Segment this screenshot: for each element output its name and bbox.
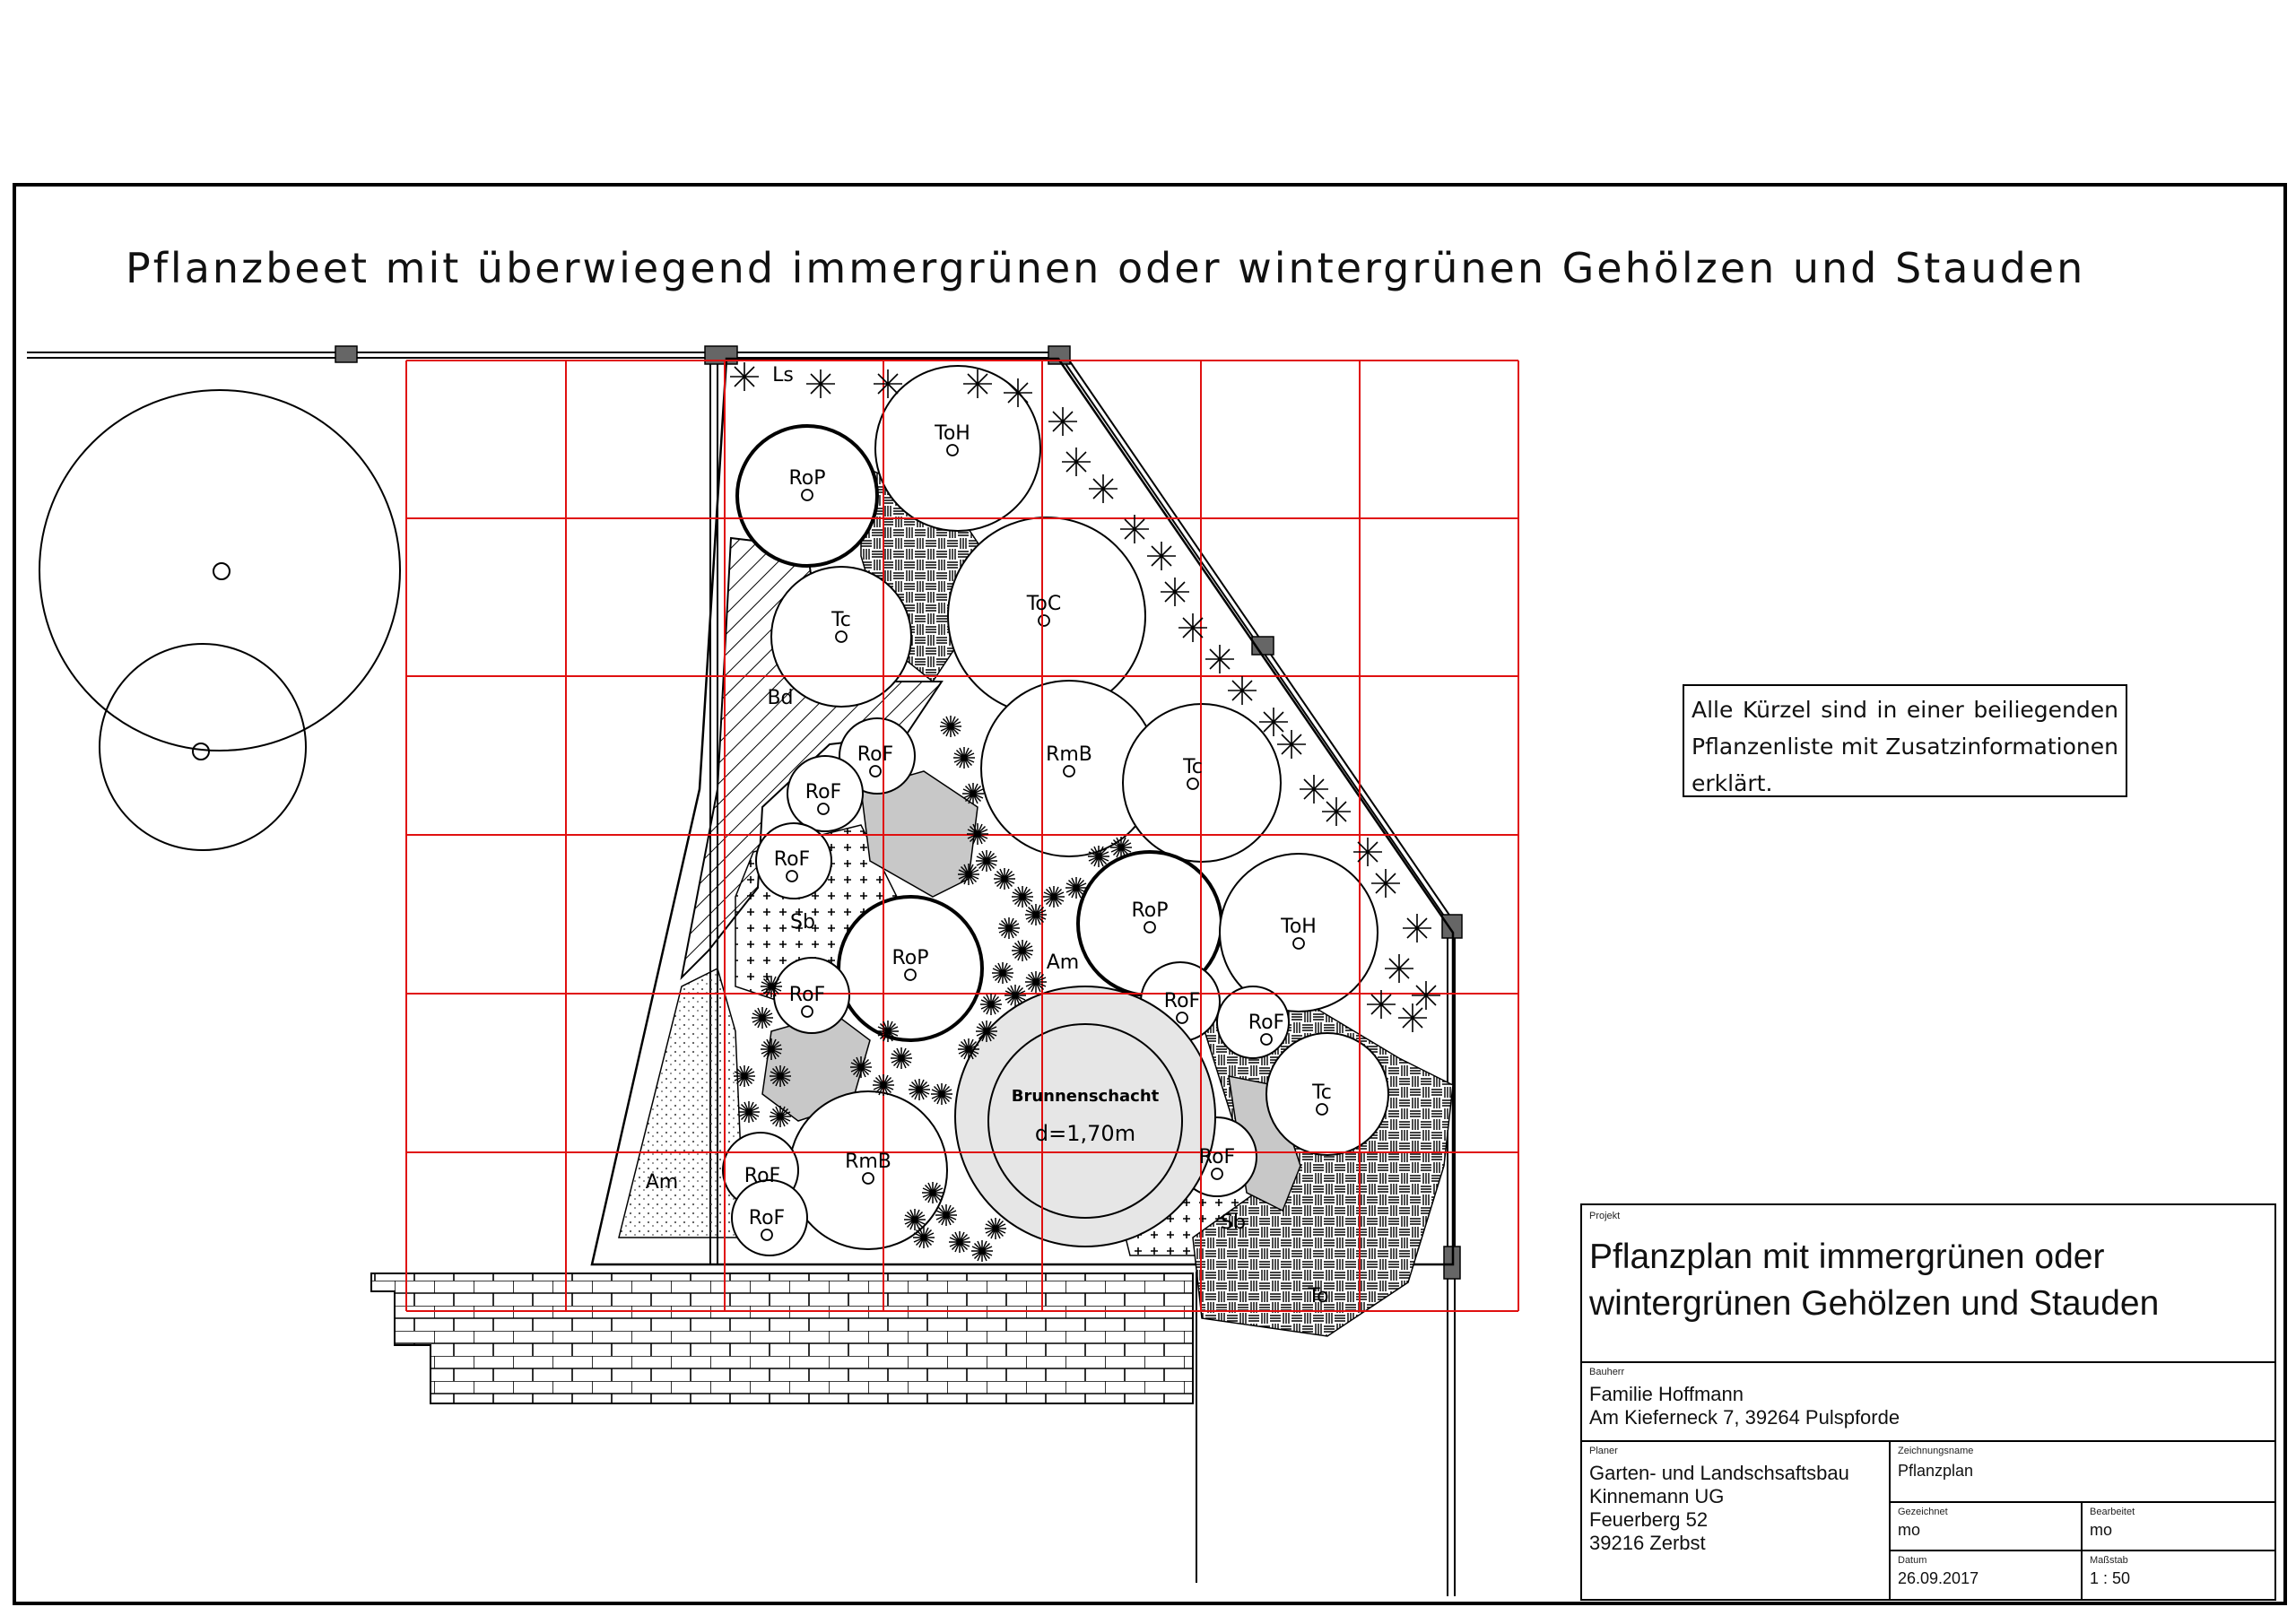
perennial-shrub-symbol <box>967 823 988 845</box>
plant-label-rof: RoF <box>748 1207 786 1229</box>
plant-label-rof: RoF <box>857 743 894 766</box>
tb-client-name: Familie Hoffmann <box>1589 1383 1744 1405</box>
plant-label-rof: RoF <box>1163 990 1201 1012</box>
evergreen-shrub-symbol <box>1412 981 1440 1010</box>
tb-planner <box>1582 1442 1891 1599</box>
plant-center-marker <box>863 1173 874 1184</box>
plant-label-rof: RoF <box>1248 1012 1285 1034</box>
perennial-shrub-symbol <box>891 1047 912 1069</box>
evergreen-shrub-symbol <box>1277 730 1306 759</box>
perennial-shrub-symbol <box>998 917 1020 939</box>
plant-center-marker <box>1144 922 1155 933</box>
perennial-shrub-symbol <box>994 868 1015 890</box>
perennial-shrub-symbol <box>992 962 1013 984</box>
plant-center-marker <box>1293 938 1304 949</box>
plant-label-rof: RoF <box>744 1165 781 1187</box>
plant-center-marker <box>1212 1168 1222 1179</box>
perennial-shrub-symbol <box>877 1021 899 1042</box>
perennial-shrub-symbol <box>958 864 979 885</box>
evergreen-shrub-symbol <box>1398 1003 1427 1032</box>
plant-label-tc: Tc <box>831 609 851 631</box>
plant-label-toc: ToC <box>1026 593 1062 615</box>
perennial-shrub-symbol <box>752 1007 773 1029</box>
evergreen-shrub-symbol <box>1403 914 1431 942</box>
evergreen-shrub-symbol <box>1322 797 1351 826</box>
perennial-shrub-symbol <box>985 1218 1006 1239</box>
evergreen-shrub-symbol <box>1062 447 1091 476</box>
evergreen-shrub-symbol <box>1147 542 1176 570</box>
neighbour-tree-symbols <box>39 390 400 850</box>
tb-edited <box>2083 1503 2274 1551</box>
plant-label-am: Am <box>645 1171 679 1194</box>
tb-date-value: 26.09.2017 <box>1898 1569 1979 1587</box>
well-label: Brunnenschacht <box>1011 1087 1160 1106</box>
tb-planner-line1: Garten- und Landschsaftsbau <box>1589 1462 1849 1484</box>
plant-center-marker <box>802 490 813 500</box>
tb-scale <box>2083 1551 2274 1599</box>
perennial-shrub-symbol <box>761 1038 782 1060</box>
perennial-shrub-symbol <box>850 1056 872 1078</box>
plant-label-rmb: RmB <box>845 1151 891 1173</box>
perennial-shrub-symbol <box>958 1038 979 1060</box>
evergreen-shrub-symbol <box>1353 838 1382 866</box>
tb-scale-label: Maßstab <box>2090 1555 2128 1566</box>
plant-center-marker <box>1261 1034 1272 1045</box>
plant-label-tc: Tc <box>1183 756 1203 778</box>
tb-drawn <box>1891 1503 2083 1551</box>
perennial-shrub-symbol <box>1110 837 1132 858</box>
evergreen-shrub-symbol <box>1300 775 1328 804</box>
plant-label-am: Am <box>1046 951 1080 974</box>
plant-label-rof: RoF <box>1198 1146 1236 1168</box>
perennial-shrub-symbol <box>1012 886 1033 908</box>
well <box>955 986 1215 1247</box>
tb-drawing-name-label: Zeichnungsname <box>1898 1446 1974 1456</box>
plant-center-marker <box>787 871 797 882</box>
plant-center-marker <box>761 1229 772 1240</box>
plant-center-marker <box>947 445 958 456</box>
plant-label-rmb: RmB <box>1046 743 1092 766</box>
perennial-shrub-symbol <box>770 1106 791 1127</box>
tb-edited-value: mo <box>2090 1521 2113 1539</box>
plant-label-toh: ToH <box>935 422 970 445</box>
perennial-shrub-symbol <box>1043 886 1065 908</box>
perennial-shrub-symbol <box>738 1101 760 1123</box>
tb-client <box>1582 1363 2274 1442</box>
perennial-shrub-symbol <box>976 1021 997 1042</box>
plant-center-marker <box>1039 615 1049 626</box>
evergreen-shrub-symbol <box>1385 954 1413 983</box>
tb-drawn-value: mo <box>1898 1521 1921 1539</box>
plant-label-sb: Sb <box>790 911 815 934</box>
perennial-shrub-symbol <box>949 1231 970 1253</box>
tb-drawn-label: Gezeichnet <box>1898 1507 1948 1517</box>
perennial-shrub-symbol <box>904 1209 926 1230</box>
plant-center-marker <box>836 631 847 642</box>
evergreen-shrub-symbol <box>1371 869 1400 898</box>
plant-label-rof: RoF <box>773 848 811 871</box>
plant-center-marker <box>802 1006 813 1017</box>
plant-label-rof: RoF <box>788 984 826 1006</box>
title-block <box>1580 1203 2276 1601</box>
plant-label-toh: ToH <box>1281 916 1317 938</box>
perennial-shrub-symbol <box>909 1079 930 1100</box>
plant-label-tc: Tc <box>1312 1081 1332 1104</box>
plant-center-marker <box>870 766 881 777</box>
perennial-shrub-symbol <box>976 850 997 872</box>
paving-stones <box>371 1273 1193 1403</box>
evergreen-shrub-symbol <box>806 369 835 398</box>
tb-date <box>1891 1551 2083 1599</box>
tb-project <box>1582 1205 2274 1363</box>
perennial-shrub-symbol <box>770 1065 791 1087</box>
plant-label-rop: RoP <box>788 467 826 490</box>
plant-center-marker <box>1187 778 1198 789</box>
perennial-shrub-symbol <box>913 1227 935 1248</box>
plant-label-rop: RoP <box>1131 899 1169 922</box>
evergreen-shrub-symbol <box>1205 645 1234 673</box>
perennial-shrub-symbol <box>971 1240 993 1262</box>
tb-project-label: Projekt <box>1589 1211 1621 1221</box>
perennial-shrub-symbol <box>953 747 975 769</box>
plan-title: Pflanzbeet mit überwiegend immergrünen oder wintergrünen Gehölzen und Stauden <box>126 244 2086 292</box>
perennial-shrub-symbol <box>980 994 1002 1015</box>
plant-label-ls: Ls <box>772 364 794 387</box>
tb-planner-line4: 39216 Zerbst <box>1589 1532 1706 1554</box>
evergreen-shrub-symbol <box>1161 578 1189 606</box>
evergreen-shrub-symbol <box>1048 407 1077 436</box>
perennial-shrub-symbol <box>873 1074 894 1096</box>
tb-scale-value: 1 : 50 <box>2090 1569 2131 1587</box>
tb-drawing-name-value: Pflanzplan <box>1898 1462 1974 1480</box>
evergreen-shrub-symbol <box>1228 676 1257 705</box>
plant-center-marker <box>818 804 829 814</box>
tb-edited-label: Bearbeitet <box>2090 1507 2135 1517</box>
evergreen-shrub-symbol <box>1089 474 1118 503</box>
perennial-shrub-symbol <box>922 1182 944 1203</box>
tb-planner-line2: Kinnemann UG <box>1589 1485 1725 1507</box>
plant-center-marker <box>1317 1104 1327 1115</box>
perennial-shrub-symbol <box>761 976 782 997</box>
tb-drawing-name <box>1891 1442 2274 1503</box>
tb-project-value: Pflanzplan mit immergrünen oder wintergrünen Gehölzen und Stauden <box>1589 1238 2160 1323</box>
plant-center-marker <box>1064 766 1074 777</box>
tb-planner-line3: Feuerberg 52 <box>1589 1508 1709 1531</box>
plant-label-bd: Bd <box>767 687 794 709</box>
plant-label-rof: RoF <box>804 781 842 804</box>
evergreen-shrub-symbol <box>1259 708 1288 736</box>
plant-label-sb: Sb <box>1221 1212 1246 1234</box>
plant-label-rop: RoP <box>891 947 929 969</box>
perennial-shrub-symbol <box>962 783 984 804</box>
evergreen-shrub-symbol <box>1178 613 1207 642</box>
perennial-shrub-symbol <box>734 1065 755 1087</box>
tb-planner-label: Planer <box>1589 1446 1618 1456</box>
plant-center-marker <box>1177 1012 1187 1023</box>
note-box: Alle Kürzel sind in einer beiliegenden Pflanzenliste mit Zusatzinformationen erklärt. <box>1683 684 2127 797</box>
well-diameter: d=1,70m <box>1034 1121 1136 1146</box>
perennial-shrub-symbol <box>1025 904 1047 925</box>
perennial-shrub-symbol <box>935 1204 957 1226</box>
perennial-shrub-symbol <box>940 716 961 737</box>
perennial-shrub-symbol <box>1012 940 1033 961</box>
plant-center-marker <box>905 969 916 980</box>
tb-client-label: Bauherr <box>1589 1367 1625 1377</box>
perennial-shrub-symbol <box>1065 877 1087 899</box>
perennial-shrub-symbol <box>931 1083 952 1105</box>
tb-client-address: Am Kieferneck 7, 39264 Pulspforde <box>1589 1406 1900 1429</box>
plant-label-to: To <box>1308 1285 1329 1307</box>
perennial-shrub-symbol <box>1025 971 1047 993</box>
perennial-shrub-symbol <box>1004 985 1026 1006</box>
perennial-shrub-symbol <box>1088 846 1109 867</box>
evergreen-shrub-symbol <box>730 362 759 391</box>
tb-date-label: Datum <box>1898 1555 1927 1566</box>
